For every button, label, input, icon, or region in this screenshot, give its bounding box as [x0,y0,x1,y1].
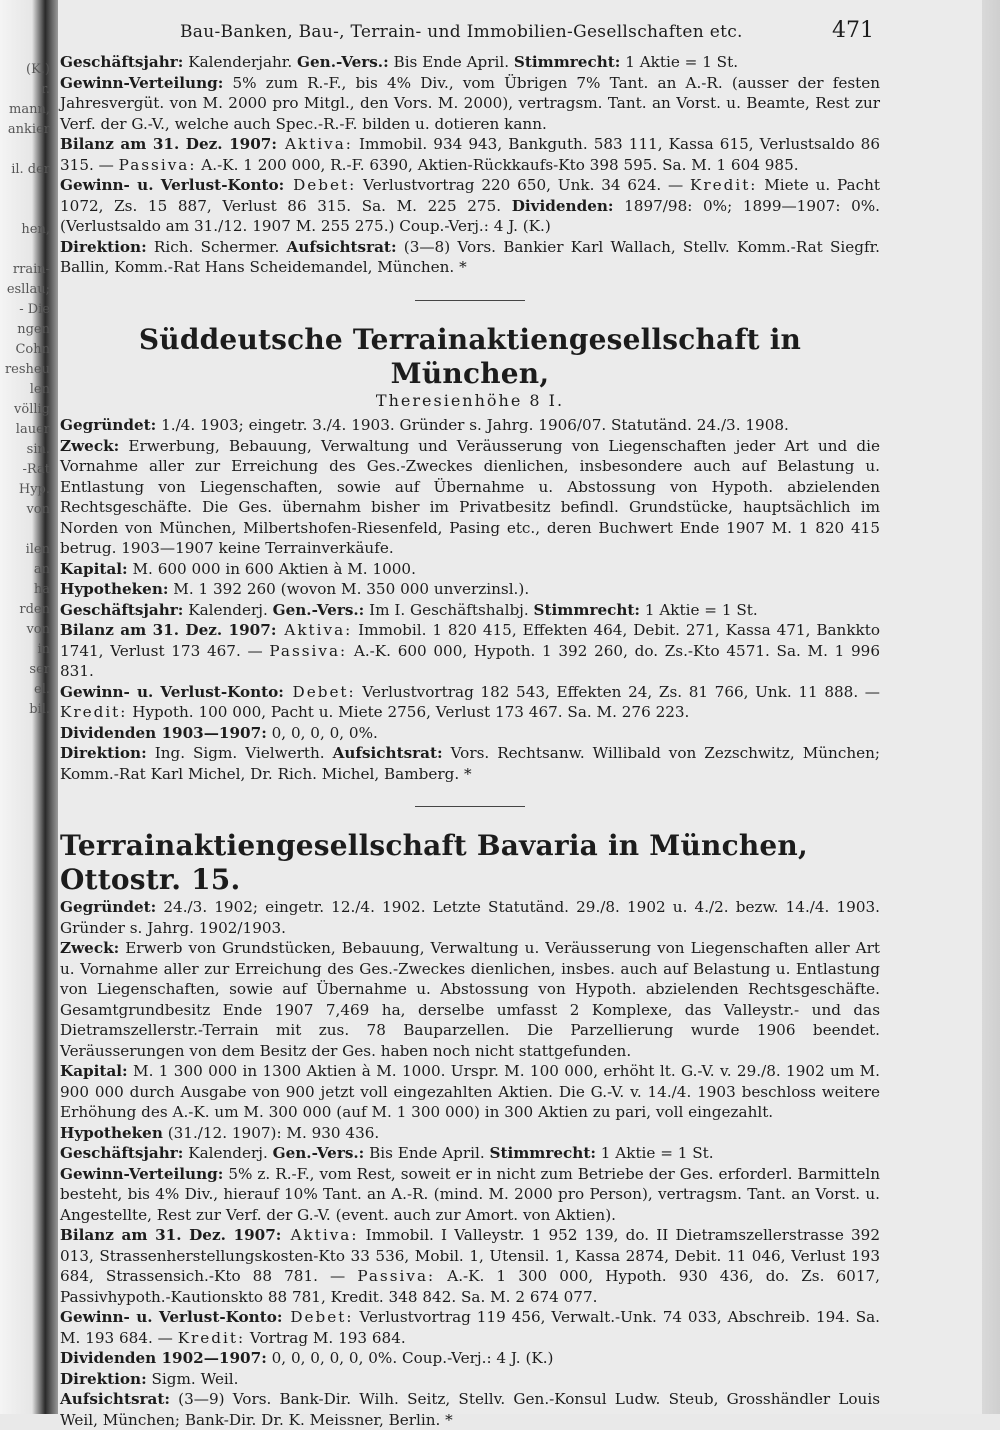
text: (31./12. 1907): M. 930 436. [162,1123,380,1142]
label: Direktion: [60,744,147,762]
entry-bavaria [60,829,880,1430]
text: Kalenderjahr. [183,53,298,71]
entry-continuation [60,52,880,278]
label: Direktion: [60,1369,147,1388]
paragraph-gegruendet [60,897,880,938]
paragraph-gewinn-verlust [60,1307,880,1348]
entry-sueddeutsche [60,323,880,785]
label: Direktion: [60,237,147,256]
label: Kredit: [60,703,128,721]
label: Dividenden 1903—1907: [60,723,267,742]
label: Stimmrecht: [513,53,621,71]
text: Rich. Schermer. [146,237,287,256]
text: Immobil. 934 943, Bankguth. 583 111, Kassa 615, Verlustsaldo 86 315. — [60,135,880,174]
paragraph-geschaeftsjahr [60,1143,880,1164]
text: (3—9) Vors. Bank-Dir. Wilh. Seitz, Stellv. Gen.-Konsul Ludw. Steub, Grosshändler Louis Weil, München; Bank-Dir. Dr. K. Meissner, Berlin. * [60,1390,880,1429]
label: Kredit: [690,176,758,194]
paragraph-kapital [60,559,880,580]
label: Passiva: [357,1267,436,1285]
text: M. 1 300 000 in 1300 Aktien à M. 1000. Urspr. M. 100 000, erhöht lt. G.-V. v. 29./8. 1902 um M. 900 000 durch Ausgabe von 900 jetzt voll eingezahlten Aktien. Die G.-V. v. 14./4. 1903 beschloss weitere Erhöhung des A.-K. um M. 300 000 (auf M. 1 300 000) in 300 Aktien zu pari, voll eingezahlt. [60,1062,880,1121]
paragraph-bilanz [60,620,880,682]
label: Bilanz am 31. Dez. 1907: [60,621,277,639]
text: Bis Ende April. [364,1144,490,1162]
company-address: Theresienhöhe 8 I. [375,390,565,410]
text: 0, 0, 0, 0, 0, 0%. Coup.-Verj.: 4 J. (K.) [266,1349,554,1367]
label: Gewinn-Verteilung: [60,1164,224,1183]
text: Verlustvortrag 182 543, Effekten 24, Zs. 81 766, Unk. 11 888. — [355,682,880,701]
paragraph-zweck [60,938,880,1061]
label: Geschäftsjahr: [60,600,184,619]
text: Erwerb von Grundstücken, Bebauung, Verwaltung u. Veräusserung von Liegenschaften aller Art u. Vornahme aller zur Erreichung des Ges.-Zweckes dienlichen, insbes. auch auf Belastung u. Entlastung von Liegenschaften, sowie auf Übernahme u. Abstossung von Hypoth. abzielenden Rechtsgeschäfte. Gesamtgrundbesitz Ende 1907 7,469 ha, derselbe umfasst 2 Komplexe, das Valleystr.- und das Dietramszellerstr.-Terrain mit zus. 78 Bauparzellen. Die Parzellierung wurde 1906 beendet. Veräusserungen von dem Besitz der Ges. haben noch nicht stattgefunden. [60,939,880,1060]
label: Aufsichtsrat: [286,237,397,256]
label: Gegründet: [60,416,157,434]
text: 1 Aktie = 1 St. [620,53,739,71]
label: Bilanz am 31. Dez. 1907: [60,135,277,153]
label: Gen.-Vers.: [272,1144,365,1162]
text: Bis Ende April. [388,53,514,71]
text: 0, 0, 0, 0, 0%. [266,723,378,742]
paragraph-direktion [60,743,880,784]
paragraph-dividenden [60,723,880,744]
label: Gewinn- u. Verlust-Konto: [60,1308,283,1326]
text: Hypoth. 100 000, Pacht u. Miete 2756, Verlust 173 467. Sa. M. 276 223. [127,703,690,721]
company-title: Süddeutsche Terrainaktiengesellschaft in München, [138,322,802,390]
text: Miete u. Pacht 1072, Zs. 15 887, Verlust 86 315. Sa. M. 225 275. [60,176,880,215]
label: Debet: [283,682,356,701]
text: 1./4. 1903; eingetr. 3./4. 1903. Gründer s. Jahrg. 1906/07. Statutänd. 24./3. 1908. [156,416,789,434]
label: Zweck: [60,939,120,957]
label: Aufsichtsrat: [332,744,443,762]
company-address: Ottostr. 15. [60,863,241,896]
label: Dividenden 1902—1907: [60,1349,267,1367]
company-title [60,829,880,897]
paragraph-zweck [60,436,880,559]
paragraph-aufsichtsrat [60,1389,880,1430]
text: 5% zum R.-F., bis 4% Div., vom Übrigen 7% Tant. an A.-R. (ausser der festen Jahresvergüt. von M. 2000 pro Mitgl., den Vors. M. 2000), vertragsm. Tant. an Vorst. u. Beamte, Rest zur Verf. der G.-V., welche auch Spec.-R.-F. bilden u. dotieren kann. [60,73,880,133]
text: (3—8) Vors. Bankier Karl Wallach, Stellv. Komm.-Rat Siegfr. Ballin, Komm.-Rat Hans Scheidemandel, München. * [60,237,880,276]
adjacent-page-gutter [0,0,58,1414]
running-title: Bau-Banken, Bau-, Terrain- und Immobilien-Gesellschaften etc. [180,22,743,42]
paragraph-gewinn-verlust [60,682,880,723]
label: Geschäftsjahr: [60,53,184,71]
label: Kapital: [60,1062,128,1080]
text: Sigm. Weil. [146,1369,239,1388]
page-right-edge [982,0,1000,1414]
text: 1 Aktie = 1 St. [640,600,758,619]
paragraph-hypotheken [60,1123,880,1144]
text: Vortrag M. 193 684. [245,1328,406,1347]
paragraph-gewinn-verteilung [60,1164,880,1226]
paragraph-geschaeftsjahr [60,600,880,621]
paragraph-gewinn-verteilung [60,73,880,135]
label: Gegründet: [60,898,157,916]
paragraph-dividenden [60,1348,880,1369]
text: Kalenderj. [183,1144,273,1162]
paragraph-geschaeftsjahr [60,52,880,73]
label: Aktiva: [276,621,353,639]
paragraph-gegruendet [60,415,880,436]
text: M. 1 392 260 (wovon M. 350 000 unverzinsl.). [168,580,530,598]
text: M. 600 000 in 600 Aktien à M. 1000. [127,559,416,578]
text: Verlustvortrag 220 650, Unk. 34 624. — [356,176,691,194]
text: A.-K. 1 200 000, R.-F. 6390, Aktien-Rückkaufs-Kto 398 595. Sa. M. 1 604 985. [196,155,799,174]
text: Erwerbung, Bebauung, Verwaltung und Veräusserung von Liegenschaften jeder Art und die Vornahme aller zur Erreichung des Ges.-Zweckes dienlichen, insbesondere auch auf Belastung u. Entlastung von Liegenschaften, sowie auf Übernahme u. Abstossung von Hypoth. abzielenden Rechtsgeschäfte. Die Ges. übernahm bisher im Privatbesitz befindl. Grundstücke, hauptsächlich im Norden von München, Milbertshofen-Riesenfeld, Pasing etc., deren Buchwert Ende 1907 M. 1 820 415 betrug. 1903—1907 keine Terrainverkäufe. [60,436,880,557]
label: Bilanz am 31. Dez. 1907: [60,1226,282,1244]
label: Gen.-Vers.: [297,53,389,71]
text: Vors. Rechtsanw. Willibald von Zezschwitz, München; Komm.-Rat Karl Michel, Dr. Rich. Michel, Bamberg. * [60,744,880,783]
paragraph-hypotheken [60,579,880,600]
paragraph-direktion [60,237,880,278]
label: Dividenden: [511,196,614,215]
text: Immobil. I Valleystr. 1 952 139, do. II Dietramszellerstrasse 392 013, Strassenherstellungskosten-Kto 33 536, Mobil. 1, Utensil. 1, Kassa 2874, Debit. 11 046, Verlust 193 684, Strassensich.-Kto 88 781. — [60,1226,880,1285]
label: Stimmrecht: [533,600,641,619]
text: 24./3. 1902; eingetr. 12./4. 1902. Letzte Statutänd. 29./8. 1902 u. 4./2. bezw. 14./4. 1903. Gründer s. Jahrg. 1902/1903. [60,898,880,937]
text: Ing. Sigm. Vielwerth. [146,744,333,762]
label: Debet: [284,176,357,194]
label: Aufsichtsrat: [60,1390,170,1408]
text: 1 Aktie = 1 St. [595,1144,714,1162]
text: Im I. Geschäftshalbj. [364,600,534,619]
paragraph-bilanz [60,134,880,175]
label: Aktiva: [276,135,353,153]
label: Geschäftsjahr: [60,1144,184,1162]
label: Aktiva: [281,1226,359,1244]
label: Debet: [282,1308,354,1326]
label: Gewinn- u. Verlust-Konto: [60,176,285,194]
section-divider [415,806,525,807]
label: Gewinn- u. Verlust-Konto: [60,682,284,701]
label: Hypotheken: [60,580,169,598]
label: Kredit: [177,1328,246,1347]
paragraph-gewinn-verlust [60,175,880,237]
text: 5% z. R.-F., vom Rest, soweit er in nicht zum Betriebe der Ges. erforderl. Barmitteln besteht, bis 4% Div., hierauf 10% Tant. an A.-R. (mind. M. 2000 pro Person), vertragsm. Tant. an Vorst. u. Angestellte, Rest zur Verf. der G.-V. (event. auch zur Amort. von Aktien). [60,1164,880,1224]
label: Passiva: [118,155,197,174]
running-head [60,14,880,52]
label: Kapital: [60,559,128,578]
text: 1897/98: 0%; 1899—1907: 0%. (Verlustsaldo am 31./12. 1907 M. 255 275.) Coup.-Verj.: 4 J. (K.) [60,196,880,235]
page-number: 471 [832,18,874,43]
text: A.-K. 600 000, Hypoth. 1 392 260, do. Zs.-Kto 4571. Sa. M. 1 996 831. [60,641,880,680]
paragraph-direktion [60,1369,880,1390]
label: Stimmrecht: [489,1144,596,1162]
company-name: Terrainaktiengesellschaft Bavaria in München, [60,829,808,862]
label: Passiva: [269,641,348,660]
label: Zweck: [60,436,120,455]
label: Gewinn-Verteilung: [60,73,224,92]
label: Gen.-Vers.: [272,600,365,619]
label: Hypotheken [60,1123,163,1142]
paragraph-kapital [60,1061,880,1123]
paragraph-bilanz [60,1225,880,1307]
section-divider [415,300,525,301]
text: A.-K. 1 300 000, Hypoth. 930 436, do. Zs. 6017, Passivhypoth.-Kautionskto 88 781, Kredit. 348 842. Sa. M. 2 674 077. [60,1267,880,1306]
text: Immobil. 1 820 415, Effekten 464, Debit. 271, Kassa 471, Bankkto 1741, Verlust 173 467. — [60,621,880,660]
text: Kalenderj. [183,600,273,619]
gutter-text-fragments: (K.) r. mann, ankier il. der hen, rrain- esllau; - Die ngen Cohn resheu len völlig lauer sin. -Rat Hyp. von ilen an ha rden von in ser el. bil. [4,62,50,717]
page-content [60,14,880,1430]
text: Verlustvortrag 119 456, Verwalt.-Unk. 74 033, Abschreib. 194. Sa. M. 193 684. — [60,1308,880,1347]
